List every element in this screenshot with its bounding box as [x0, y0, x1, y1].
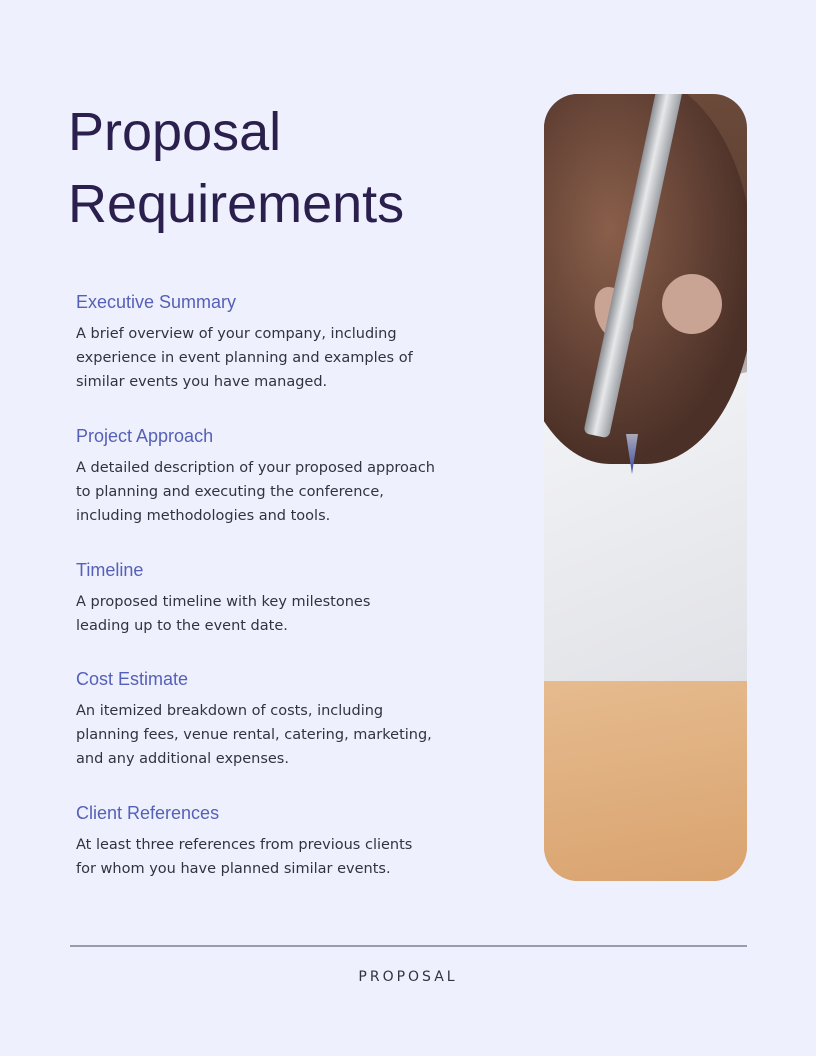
section-heading: Client References — [76, 803, 220, 823]
section-heading: Executive Summary — [76, 292, 237, 312]
section-heading: Timeline — [76, 560, 144, 580]
section-heading: Project Approach — [76, 426, 214, 446]
section-executive-summary — [76, 290, 446, 394]
section-body: A detailed description of your proposed approach to planning and executing the conference, including methodologies and tools. — [76, 460, 435, 524]
section-body: An itemized breakdown of costs, including planning fees, venue rental, catering, marketing, and any additional expenses. — [76, 703, 432, 767]
section-body: A brief overview of your company, including experience in event planning and examples of similar events you have managed. — [76, 326, 413, 390]
section-client-references — [76, 801, 426, 881]
section-heading: Cost Estimate — [76, 669, 189, 689]
page-title: Proposal Requirements — [68, 102, 405, 234]
footer-divider — [70, 945, 747, 947]
desk-shape — [544, 681, 747, 881]
section-project-approach — [76, 424, 446, 528]
section-timeline — [76, 558, 406, 638]
footer-label: PROPOSAL — [358, 969, 458, 985]
section-body: At least three references from previous clients for whom you have planned similar events. — [76, 837, 413, 877]
section-cost-estimate — [76, 667, 446, 771]
hand-signing-document-photo — [544, 94, 747, 881]
section-body: A proposed timeline with key milestones leading up to the event date. — [76, 594, 371, 634]
